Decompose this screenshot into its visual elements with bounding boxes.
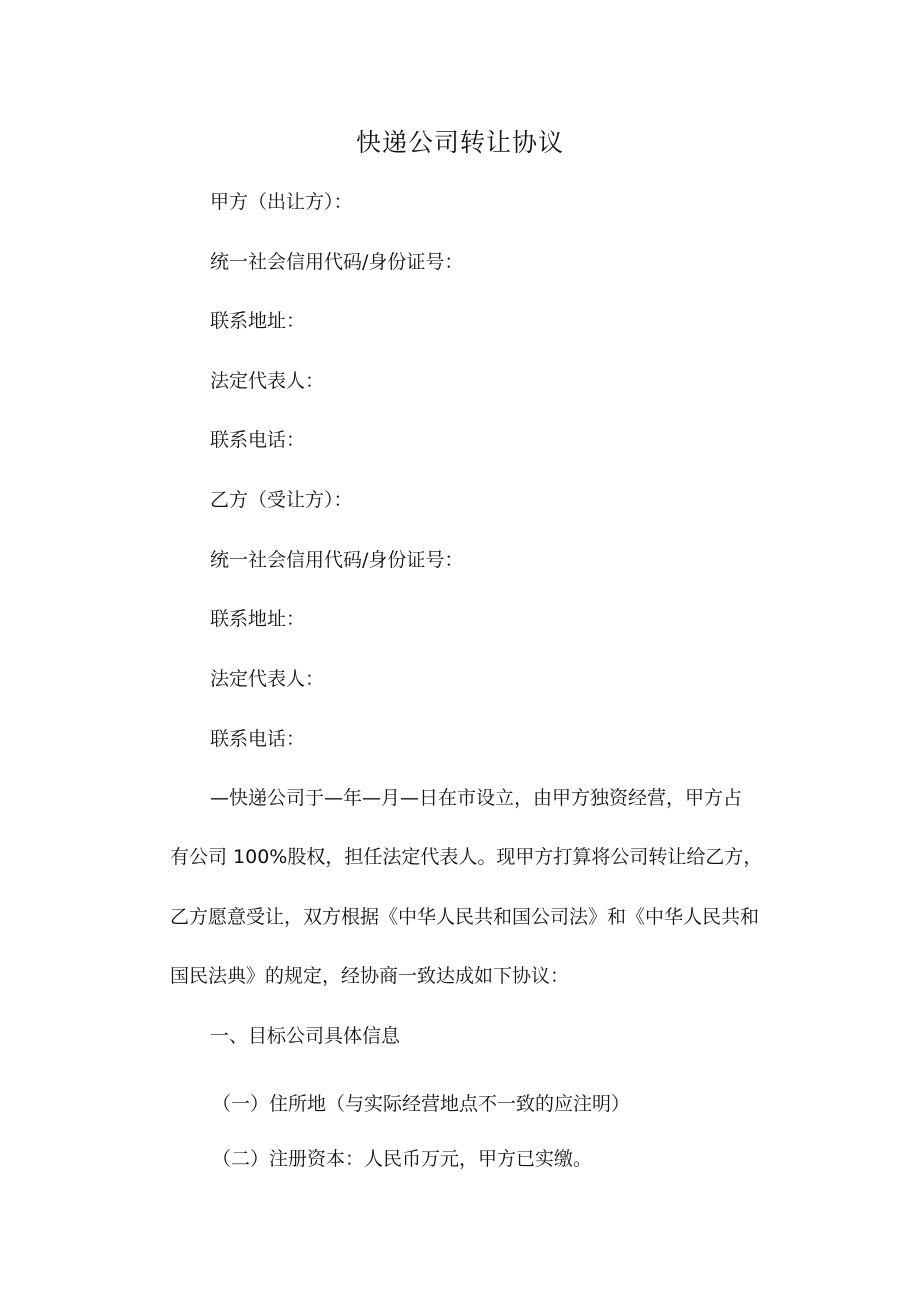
party-a-legal-rep: 法定代表人： bbox=[210, 370, 325, 392]
party-a-credit-code: 统一社会信用代码/身份证号： bbox=[210, 251, 464, 273]
party-b-phone: 联系电话： bbox=[210, 728, 306, 750]
party-a-address: 联系地址： bbox=[210, 310, 306, 332]
party-b-credit-code: 统一社会信用代码/身份证号： bbox=[210, 549, 464, 571]
party-b-heading: 乙方（受让方）： bbox=[210, 489, 353, 511]
section-1-item: （一）住所地（与实际经营地点不一致的应注明） bbox=[212, 1093, 631, 1115]
preamble-line: 有公司 100%股权，担任法定代表人。现甲方打算将公司转让给乙方， bbox=[170, 846, 763, 868]
document-title: 快递公司转让协议 bbox=[355, 128, 564, 157]
preamble-line: 国民法典》的规定，经协商一致达成如下协议： bbox=[170, 965, 570, 987]
party-b-address: 联系地址： bbox=[210, 608, 306, 630]
party-a-heading: 甲方（出让方）： bbox=[210, 191, 353, 213]
preamble-line: —快递公司于—年—月—日在市设立，由甲方独资经营，甲方占 bbox=[210, 787, 743, 809]
preamble-line: 乙方愿意受让，双方根据《中华人民共和国公司法》和《中华人民共和 bbox=[170, 906, 760, 928]
party-b-legal-rep: 法定代表人： bbox=[210, 668, 325, 690]
section-1-item: （二）注册资本：人民币万元，甲方已实缴。 bbox=[212, 1148, 593, 1170]
section-1-heading: 一、目标公司具体信息 bbox=[210, 1025, 401, 1047]
party-a-phone: 联系电话： bbox=[210, 429, 306, 451]
